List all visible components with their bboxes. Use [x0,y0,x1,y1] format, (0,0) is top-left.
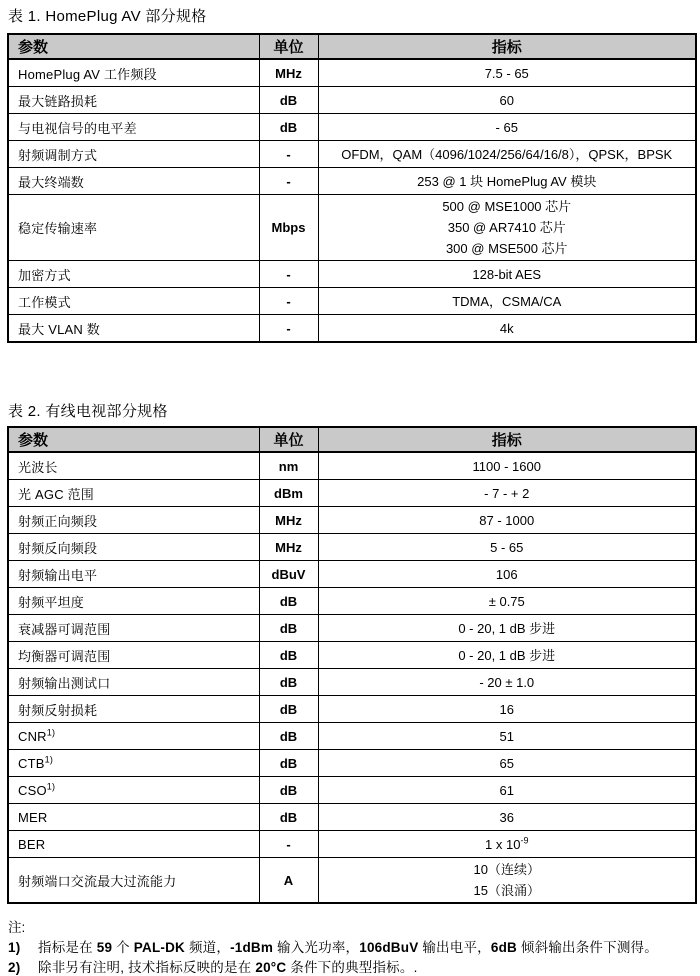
param-cell: 射频反射损耗 [8,696,259,723]
param-cell: 衰减器可调范围 [8,615,259,642]
param-cell: 射频端口交流最大过流能力 [8,858,259,904]
param-cell: 射频反向频段 [8,534,259,561]
spec-line: 1100 - 1600 [472,458,541,474]
spec-line: 5 - 65 [490,539,524,555]
spec-line: 350 @ AR7410 芯片 [447,220,566,235]
spec-line: 253 @ 1 块 HomePlug AV 模块 [417,173,597,189]
spec-cell [318,561,696,588]
unit-cell: MHz [259,534,318,561]
spec-line: OFDM，QAM（4096/1024/256/64/16/8），QPSK，BPSK [341,146,673,162]
note-number: 1) [8,940,21,955]
spec-line: 87 - 1000 [479,512,535,528]
spec-cell [318,777,696,804]
spec-cell [318,588,696,615]
table-row [8,480,696,507]
note-number: 2) [8,960,21,975]
unit-cell: MHz [259,59,318,87]
unit-cell: dB [259,777,318,804]
table-row [8,534,696,561]
spec-cell [318,723,696,750]
spec-cell [318,804,696,831]
note-item [8,940,695,956]
column-header-unit: 单位 [259,34,318,59]
spec-line: 128-bit AES [472,266,542,282]
spec-cell [318,168,696,195]
spec-cell [318,315,696,343]
unit-cell: dBm [259,480,318,507]
unit-cell: dB [259,642,318,669]
table-1-title: 表 1. HomePlug AV 部分规格 [8,8,207,25]
table-row [8,588,696,615]
unit-cell: dB [259,87,318,114]
param-cell: 射频输出电平 [8,561,259,588]
notes-label: 注: [8,920,26,935]
table-row [8,561,696,588]
param-cell: 光波长 [8,452,259,480]
table-row [8,831,696,858]
spec-line: 1 x $10^{-9}$ [485,835,529,852]
unit-cell: - [259,831,318,858]
spec-line: - 20 ± 1.0 [479,674,535,690]
spec-line: TDMA，CSMA/CA [452,293,562,309]
param-cell: 最大 VLAN 数 [8,315,259,343]
param-cell: 射频正向频段 [8,507,259,534]
table-row [8,669,696,696]
unit-cell: - [259,315,318,343]
header-row [8,34,696,59]
spec-cell [318,831,696,858]
spec-cell [318,87,696,114]
spec-cell [318,507,696,534]
spec-line: ± 0.75 [488,593,525,609]
spec-line: 10（连续） [473,862,540,877]
homeplug-av-section [7,8,695,343]
table-row [8,696,696,723]
column-header-spec: 指标 [318,34,696,59]
spec-cell [318,452,696,480]
spec-cell [318,642,696,669]
unit-cell: - [259,141,318,168]
header-row [8,427,696,452]
spec-cell [318,261,696,288]
unit-cell: dB [259,615,318,642]
spec-line: - 7 - + 2 [484,485,530,501]
param-cell: 与电视信号的电平差 [8,114,259,141]
catv-section [7,403,695,904]
table-row [8,777,696,804]
param-cell: MER [8,804,259,831]
param-cell: 光 AGC 范围 [8,480,259,507]
param-cell: 射频输出测试口 [8,669,259,696]
table-row [8,288,696,315]
unit-cell: dB [259,669,318,696]
spec-cell [318,195,696,261]
param-cell: 最大链路损耗 [8,87,259,114]
spec-line: 0 - 20, 1 dB 步进 [458,647,556,663]
column-header-spec: 指标 [318,427,696,452]
unit-cell: A [259,858,318,904]
spec-line: 51 [499,728,514,744]
spec-line: 16 [499,701,514,717]
table-row [8,87,696,114]
spec-line: 0 - 20, 1 dB 步进 [458,620,556,636]
spec-cell [318,480,696,507]
param-cell: CSO$^{1)}$ [8,777,259,804]
unit-cell: - [259,288,318,315]
param-cell: CTB$^{1)}$ [8,750,259,777]
table-row [8,261,696,288]
param-cell: 射频调制方式 [8,141,259,168]
column-header-unit: 单位 [259,427,318,452]
table-row [8,723,696,750]
note-item [8,960,695,976]
table-row [8,141,696,168]
param-cell: 均衡器可调范围 [8,642,259,669]
table-row [8,858,696,904]
table-row [8,195,696,261]
unit-cell: dB [259,804,318,831]
param-cell: 加密方式 [8,261,259,288]
spec-line: 61 [499,782,514,798]
spec-line: 7.5 - 65 [484,65,529,81]
homeplug-av-spec-table [7,33,697,343]
spec-line: 15（浪涌） [473,883,540,898]
table-2-title: 表 2. 有线电视部分规格 [8,403,168,420]
unit-cell: - [259,168,318,195]
note-text: 指标是在 59 个 PAL-DK 频道，-1dBm 输入光功率，106dBuV 输出电平，6dB 倾斜输出条件下测得。 [38,940,658,955]
unit-cell: dB [259,723,318,750]
unit-cell: dB [259,588,318,615]
table-row [8,59,696,87]
spec-cell [318,141,696,168]
table-row [8,452,696,480]
unit-cell: - [259,261,318,288]
unit-cell: dB [259,750,318,777]
unit-cell: dBuV [259,561,318,588]
spec-line: 4k [499,320,514,336]
table-row [8,315,696,343]
param-cell: CNR$^{1)}$ [8,723,259,750]
table-row [8,804,696,831]
spec-cell [318,59,696,87]
notes-section [8,919,695,976]
spec-line: 36 [499,809,514,825]
spec-line: 60 [499,92,514,108]
table-row [8,615,696,642]
param-cell: 稳定传输速率 [8,195,259,261]
spec-cell [318,114,696,141]
note-text: 除非另有注明, 技术指标反映的是在 20°C 条件下的典型指标。. [38,960,418,975]
spec-line: 500 @ MSE1000 芯片 [442,199,572,214]
param-cell: BER [8,831,259,858]
unit-cell: Mbps [259,195,318,261]
spec-line: 106 [495,566,518,582]
table-row [8,750,696,777]
unit-cell: dB [259,696,318,723]
spec-cell [318,288,696,315]
notes-list [8,940,695,976]
table-row [8,507,696,534]
unit-cell: dB [259,114,318,141]
spec-cell [318,858,696,904]
param-cell: HomePlug AV 工作频段 [8,59,259,87]
spec-line: 65 [499,755,514,771]
unit-cell: MHz [259,507,318,534]
spec-cell [318,750,696,777]
column-header-param: 参数 [8,34,259,59]
param-cell: 射频平坦度 [8,588,259,615]
catv-spec-table [7,426,697,904]
spec-cell [318,696,696,723]
table-row [8,168,696,195]
param-cell: 工作模式 [8,288,259,315]
table-row [8,642,696,669]
spec-line: - 65 [495,119,518,135]
unit-cell: nm [259,452,318,480]
column-header-param: 参数 [8,427,259,452]
spec-cell [318,534,696,561]
spec-line: 300 @ MSE500 芯片 [445,241,568,256]
param-cell: 最大终端数 [8,168,259,195]
spec-cell [318,615,696,642]
table-row [8,114,696,141]
spec-cell [318,669,696,696]
